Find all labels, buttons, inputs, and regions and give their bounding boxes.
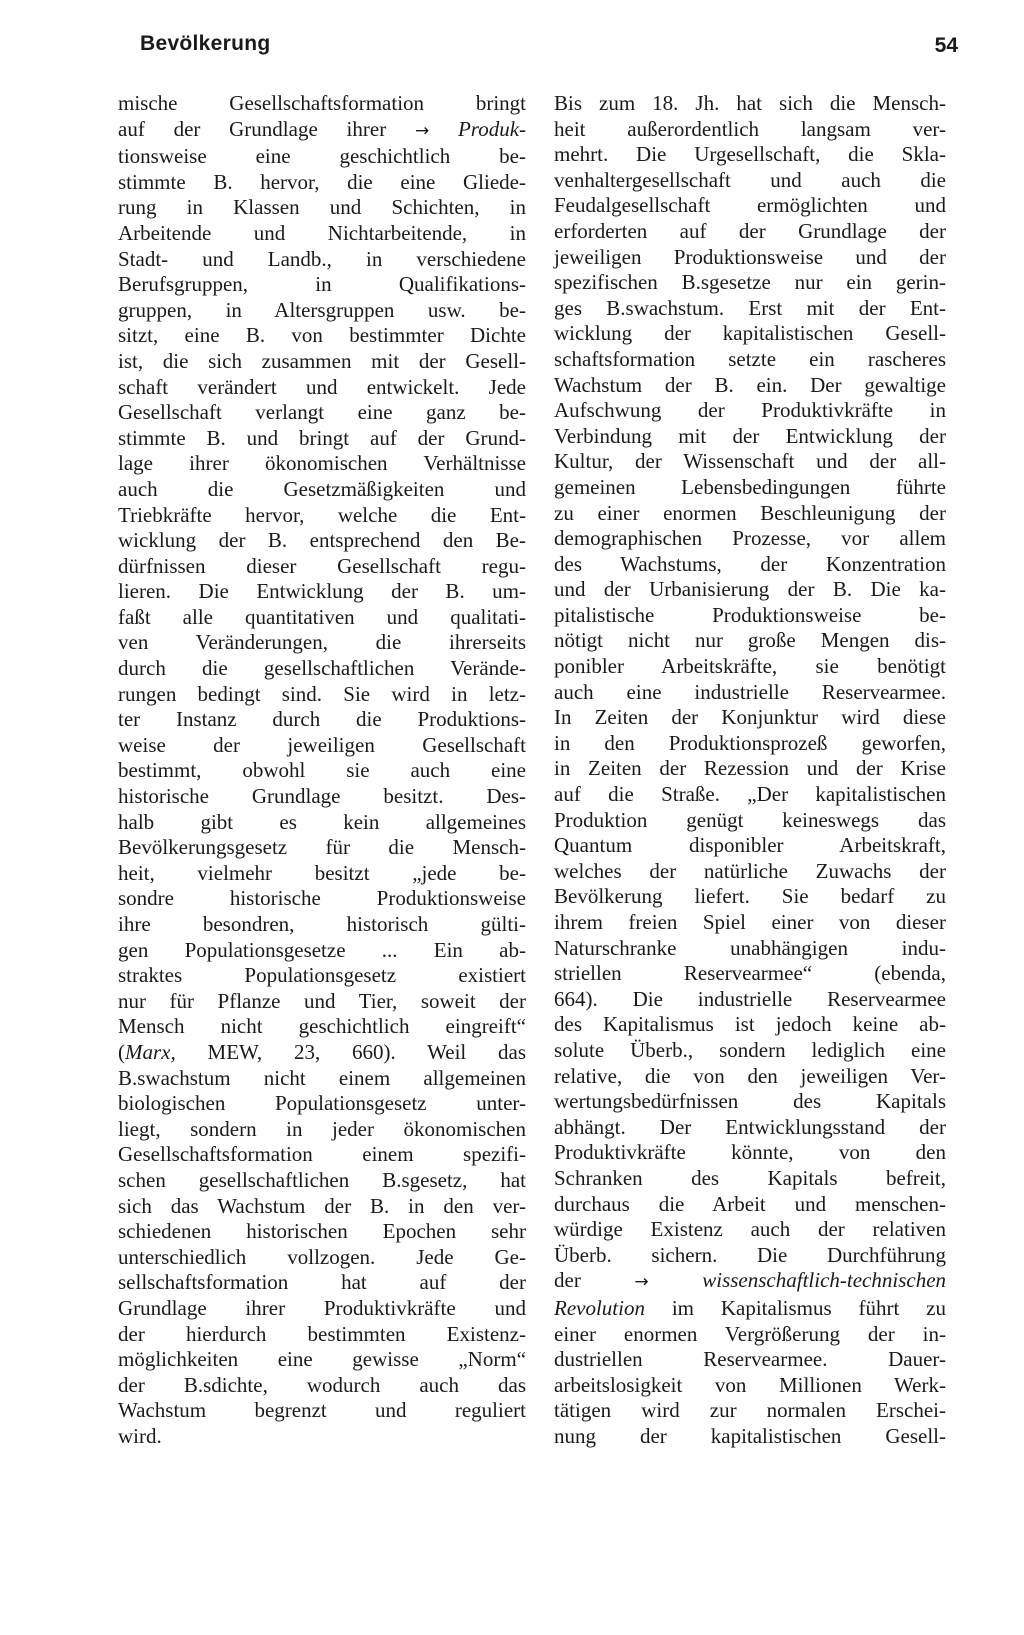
- text-line: ven Veränderungen, die ihrerseits: [118, 630, 526, 655]
- text-line: Naturschranke unabhängigen indu-: [554, 935, 946, 960]
- text-line: sondre historische Produktionsweise: [118, 886, 526, 911]
- text-line: auch eine industrielle Reservearmee.: [554, 679, 946, 704]
- text-line: ist, die sich zusammen mit der Gesell-: [118, 348, 526, 373]
- left-column: [118, 91, 526, 1449]
- text-line: weise der jeweiligen Gesellschaft: [118, 732, 526, 757]
- text-line: sich das Wachstum der B. in den ver-: [118, 1193, 526, 1218]
- text-line: mehrt. Die Urgesellschaft, die Skla-: [554, 142, 946, 167]
- text-line: Überb. sichern. Die Durchführung: [554, 1242, 946, 1267]
- text-line: tionsweise eine geschichtlich be-: [118, 144, 526, 169]
- text-line: schaft verändert und entwickelt. Jede: [118, 374, 526, 399]
- text-line: rung in Klassen und Schichten, in: [118, 195, 526, 220]
- cross-reference-link[interactable]: Produk-: [457, 116, 527, 141]
- text-line: historische Grundlage besitzt. Des-: [118, 784, 526, 809]
- text-line: Berufsgruppen, in Qualifikations-: [118, 272, 526, 297]
- text-line: pitalistische Produktionsweise be-: [554, 602, 946, 627]
- text-line: würdige Existenz auch der relativen: [554, 1217, 946, 1242]
- text-line: ponibler Arbeitskräfte, sie benötigt: [554, 654, 946, 679]
- text-line: Produktivkräfte könnte, von den: [554, 1140, 946, 1165]
- text-line: B.swachstum nicht einem allgemeinen: [118, 1065, 526, 1090]
- text-line: Triebkräfte hervor, welche die Ent-: [118, 502, 526, 527]
- text-line: schaftsformation setzte ein rascheres: [554, 346, 946, 371]
- text-line: heit außerordentlich langsam ver-: [554, 116, 946, 141]
- text-line: unterschiedlich vollzogen. Jede Ge-: [118, 1244, 526, 1269]
- text-line: gruppen, in Altersgruppen usw. be-: [118, 297, 526, 322]
- text-line: relative, die von den jeweiligen Ver-: [554, 1063, 946, 1088]
- text-line: Bevölkerungsgesetz für die Mensch-: [118, 835, 526, 860]
- text-line: biologischen Populationsgesetz unter-: [118, 1091, 526, 1116]
- text-line: und der Urbanisierung der B. Die ka-: [554, 577, 946, 602]
- text-line: rungen bedingt sind. Sie wird in letz-: [118, 681, 526, 706]
- text-line: einer enormen Vergrößerung der in-: [554, 1321, 946, 1346]
- text-line: straktes Populationsgesetz existiert: [118, 963, 526, 988]
- cross-reference-link[interactable]: Revolution: [554, 1295, 645, 1320]
- text-line: Revolution im Kapitalismus führt zu: [554, 1295, 946, 1320]
- text-line: erforderten auf der Grundlage der: [554, 218, 946, 243]
- text-line: Wachstum der B. ein. Der gewaltige: [554, 372, 946, 397]
- text-line: liegt, sondern in jeder ökonomischen: [118, 1116, 526, 1141]
- text-line: auf der Grundlage ihrer → Produk-: [118, 116, 527, 141]
- text-line: dürfnissen dieser Gesellschaft regu-: [118, 553, 526, 578]
- text-line: wertungsbedürfnissen des Kapitals: [554, 1089, 946, 1114]
- text-line: Stadt- und Landb., in verschiedene: [118, 246, 526, 271]
- text-line: Mensch nicht geschichtlich eingreift“: [118, 1014, 526, 1039]
- text-line: durch die gesellschaftlichen Verände-: [118, 656, 526, 681]
- text-line: Verbindung mit der Entwicklung der: [554, 423, 946, 448]
- text-line: venhaltergesellschaft und auch die: [554, 167, 946, 192]
- text-line: Kultur, der Wissenschaft und der all-: [554, 449, 946, 474]
- page-number: 54: [934, 34, 958, 57]
- text-line: faßt alle quantitativen und qualitati-: [118, 604, 526, 629]
- text-line: heit, vielmehr besitzt „jede be-: [118, 860, 526, 885]
- text-line: des Kapitalismus ist jedoch keine ab-: [554, 1012, 946, 1037]
- text-line: nötigt nicht nur große Mengen dis-: [554, 628, 946, 653]
- text-line: der hierdurch bestimmten Existenz-: [118, 1321, 526, 1346]
- text-line: tätigen wird zur normalen Erschei-: [554, 1398, 946, 1423]
- text-line: wicklung der B. entsprechend den Be-: [118, 528, 526, 553]
- text-line: gemeinen Lebensbedingungen führte: [554, 474, 946, 499]
- text-line: Feudalgesellschaft ermöglichten und: [554, 193, 946, 218]
- text-line: Quantum disponibler Arbeitskraft,: [554, 833, 946, 858]
- text-line: Schranken des Kapitals befreit,: [554, 1165, 946, 1190]
- text-line: Aufschwung der Produktivkräfte in: [554, 398, 946, 423]
- right-column: [554, 91, 946, 1449]
- text-line: auf die Straße. „Der kapitalistischen: [554, 782, 946, 807]
- text-line: der → wissenschaftlich-technischen: [554, 1268, 947, 1293]
- text-line: stimmte B. und bringt auf der Grund-: [118, 425, 526, 450]
- text-line: Arbeitende und Nichtarbeitende, in: [118, 220, 526, 245]
- text-line: schen gesellschaftlichen B.sgesetz, hat: [118, 1167, 526, 1192]
- text-line: dustriellen Reservearmee. Dauer-: [554, 1347, 946, 1372]
- text-line: wird.: [118, 1423, 162, 1448]
- author-reference: Marx,: [125, 1039, 176, 1064]
- text-line: sellschaftsformation hat auf der: [118, 1270, 526, 1295]
- text-line: sitzt, eine B. von bestimmter Dichte: [118, 323, 526, 348]
- cross-reference-arrow-icon: →: [634, 1272, 649, 1293]
- text-line: (Marx, MEW, 23, 660). Weil das: [118, 1039, 526, 1064]
- text-line: mische Gesellschaftsformation bringt: [118, 91, 526, 115]
- text-line: striellen Reservearmee“ (ebenda,: [554, 961, 946, 986]
- text-line: schiedenen historischen Epochen sehr: [118, 1219, 526, 1244]
- text-line: Bevölkerung liefert. Sie bedarf zu: [554, 884, 946, 909]
- text-line: Grundlage ihrer Produktivkräfte und: [118, 1295, 526, 1320]
- text-line: spezifischen B.sgesetze nur ein gerin-: [554, 270, 946, 295]
- text-line: zu einer enormen Beschleunigung der: [554, 500, 946, 525]
- text-line: möglichkeiten eine gewisse „Norm“: [118, 1347, 526, 1372]
- text-line: demographischen Prozesse, vor allem: [554, 526, 946, 551]
- text-line: bestimmt, obwohl sie auch eine: [118, 758, 526, 783]
- text-line: wicklung der kapitalistischen Gesell-: [554, 321, 946, 346]
- text-line: in Zeiten der Rezession und der Krise: [554, 756, 946, 781]
- text-line: Gesellschaftsformation einem spezifi-: [118, 1142, 526, 1167]
- text-line: arbeitslosigkeit von Millionen Werk-: [554, 1372, 946, 1397]
- text-line: des Wachstums, der Konzentration: [554, 551, 946, 576]
- text-line: Wachstum begrenzt und reguliert: [118, 1398, 526, 1423]
- text-line: ter Instanz durch die Produktions-: [118, 707, 526, 732]
- text-line: nur für Pflanze und Tier, soweit der: [118, 988, 526, 1013]
- text-line: durchaus die Arbeit und menschen-: [554, 1191, 946, 1216]
- text-line: In Zeiten der Konjunktur wird diese: [554, 705, 946, 730]
- text-line: nung der kapitalistischen Gesell-: [554, 1423, 946, 1448]
- text-line: lieren. Die Entwicklung der B. um-: [118, 579, 526, 604]
- text-line: in den Produktionsprozeß geworfen,: [554, 730, 946, 755]
- text-line: Bis zum 18. Jh. hat sich die Mensch-: [554, 91, 946, 115]
- text-line: auch die Gesetzmäßigkeiten und: [118, 476, 526, 501]
- page-header: [140, 30, 958, 70]
- text-line: Produktion genügt keineswegs das: [554, 807, 946, 832]
- text-line: Gesellschaft verlangt eine ganz be-: [118, 400, 526, 425]
- text-line: 664). Die industrielle Reservearmee: [554, 986, 946, 1011]
- text-line: halb gibt es kein allgemeines: [118, 809, 526, 834]
- text-line: ihre besondren, historisch gülti-: [118, 912, 526, 936]
- cross-reference-link[interactable]: wissenschaftlich-technischen: [702, 1268, 947, 1293]
- text-line: gen Populationsgesetze ... Ein ab-: [118, 937, 526, 962]
- text-line: ihrem freien Spiel einer von dieser: [554, 910, 946, 934]
- text-line: der B.sdichte, wodurch auch das: [118, 1372, 526, 1397]
- text-line: stimmte B. hervor, die eine Gliede-: [118, 169, 526, 194]
- cross-reference-arrow-icon: →: [414, 120, 430, 141]
- text-line: abhängt. Der Entwicklungsstand der: [554, 1114, 946, 1139]
- running-head: Bevölkerung: [140, 32, 271, 55]
- text-line: ges B.swachstum. Erst mit der Ent-: [554, 295, 946, 320]
- text-line: lage ihrer ökonomischen Verhältnisse: [118, 451, 526, 476]
- text-line: solute Überb., sondern lediglich eine: [554, 1037, 946, 1062]
- text-line: welches der natürliche Zuwachs der: [554, 858, 946, 883]
- text-line: jeweiligen Produktionsweise und der: [554, 244, 946, 269]
